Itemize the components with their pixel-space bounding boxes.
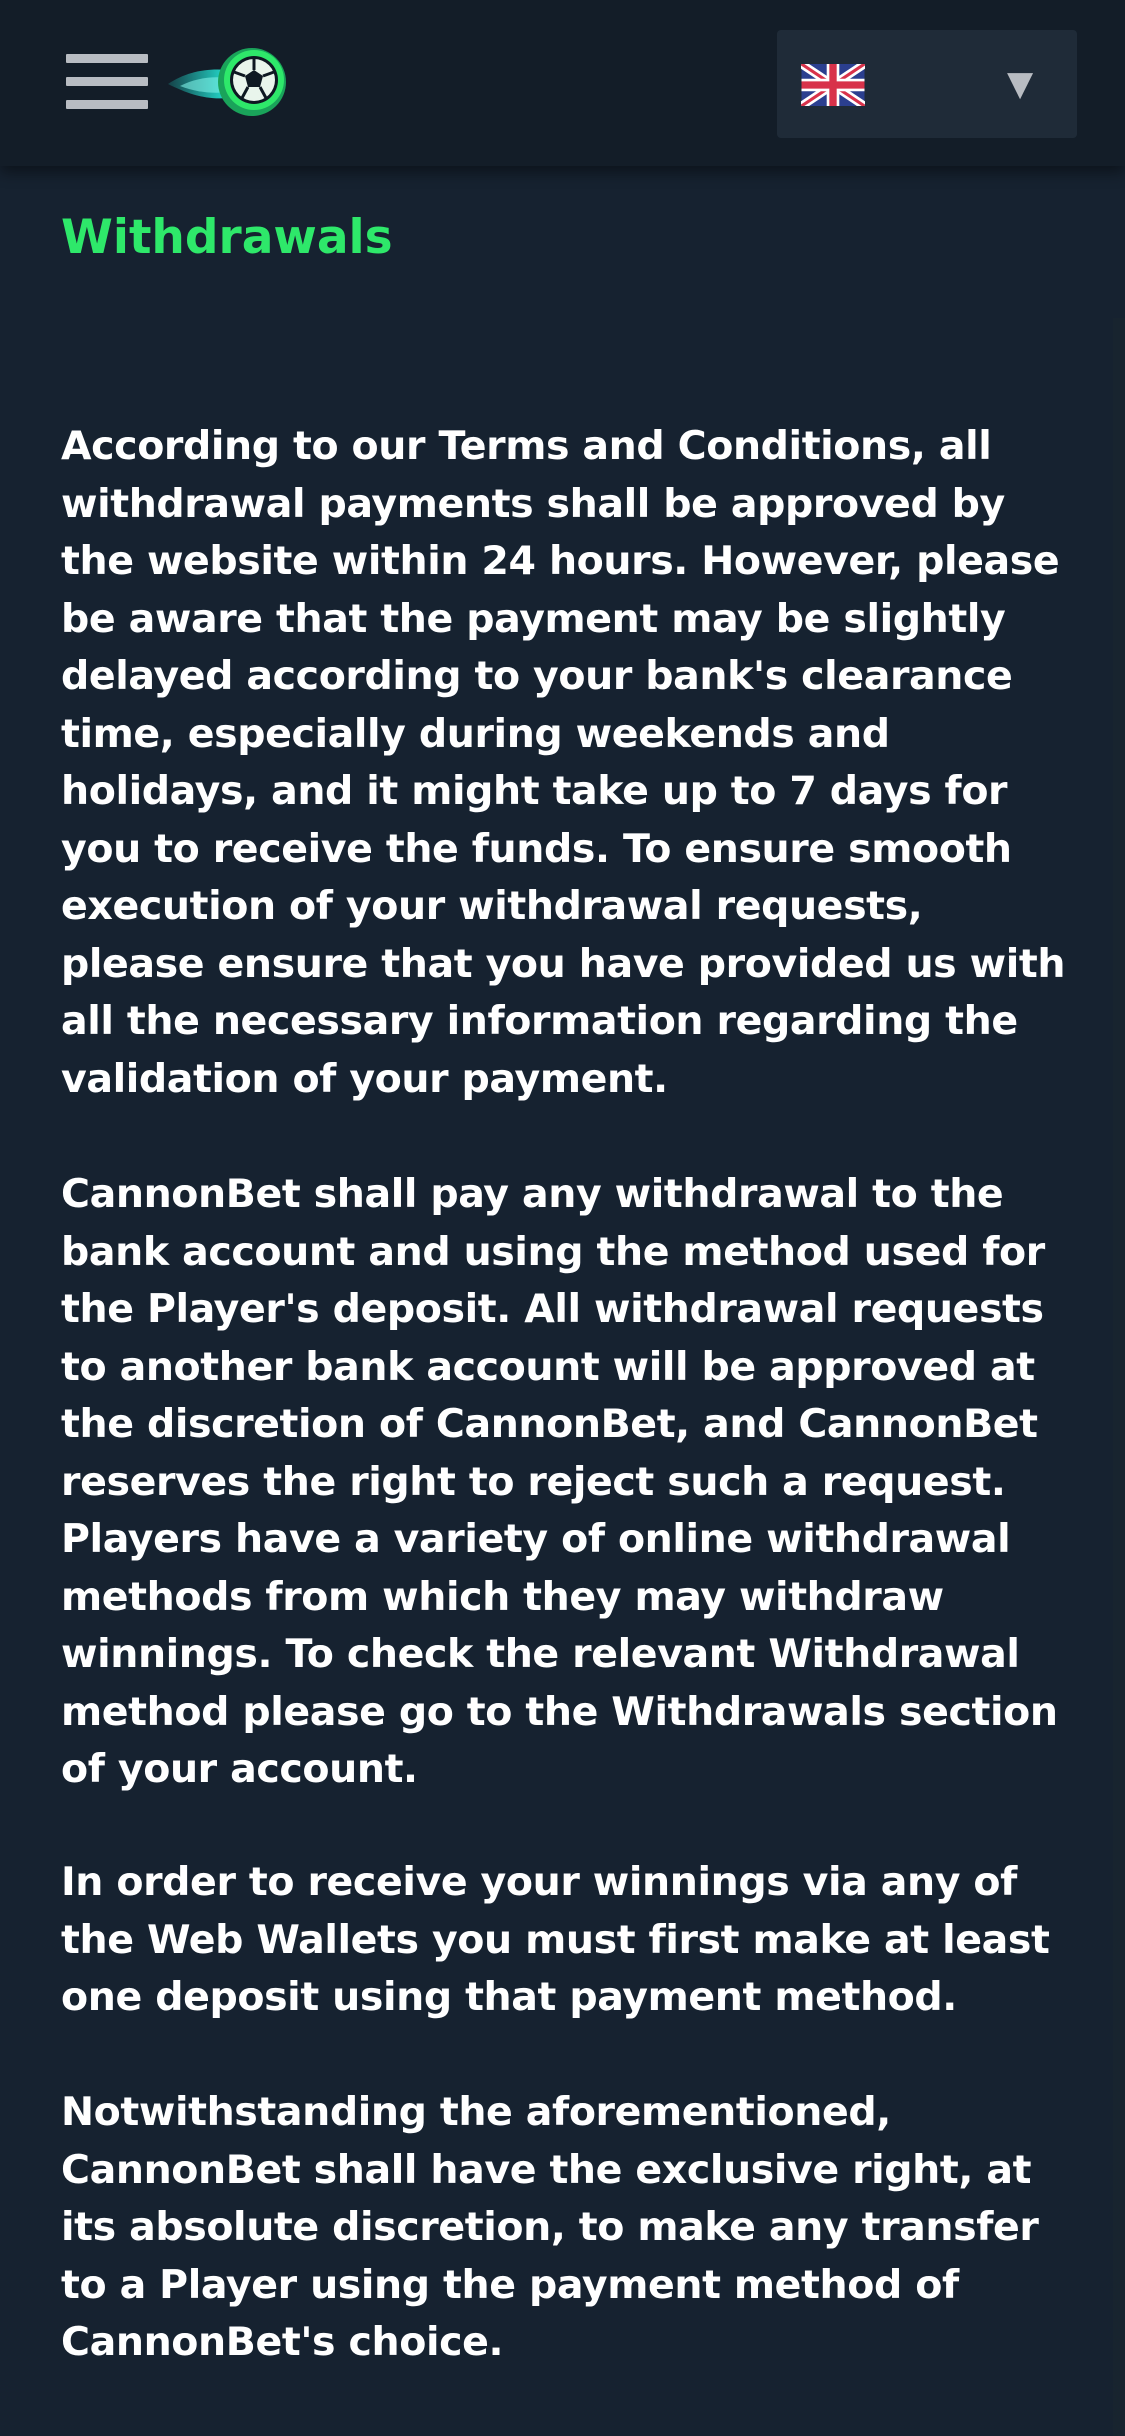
united-kingdom-flag-icon	[801, 64, 865, 106]
language-selector[interactable]	[777, 30, 1077, 138]
chevron-down-icon: ▼	[1007, 64, 1034, 104]
terms-paragraph: CannonBet shall pay any withdrawal to the bank account and using the method used for the Player's deposit. All withdrawal requests to another bank account will be approved at the discretion of CannonBet, and CannonBet reserves the right to reject such a request. Players have a variety of online withdrawal methods from which they may withdraw winnings. To check the relevant Withdrawal method please go to the Withdrawals section of your account.	[61, 1171, 1058, 1792]
soccer-ball-logo[interactable]	[166, 42, 296, 122]
terms-paragraph: Notwithstanding the aforementioned, CannonBet shall have the exclusive right, at its absolute discretion, to make any transfer to a Player using the payment method of CannonBet's choice.	[61, 2089, 1039, 2365]
hamburger-menu-icon[interactable]	[66, 52, 148, 110]
top-header	[0, 0, 1125, 166]
page-title: Withdrawals	[61, 210, 393, 265]
terms-paragraph: According to our Terms and Conditions, all withdrawal payments shall be approved by the website within 24 hours. However, please be aware that the payment may be slightly delayed according to your bank's clearance time, especially during weekends and holidays, and it might take up to 7 days for you to receive the funds. To ensure smooth execution of your withdrawal requests, please ensure that you have provided us with all the necessary information regarding the validation of your payment.	[61, 423, 1066, 1102]
terms-paragraph: In order to receive your winnings via any of the Web Wallets you must first make at least one deposit using that payment method.	[61, 1859, 1050, 2020]
scrollbar[interactable]	[1113, 318, 1125, 2436]
